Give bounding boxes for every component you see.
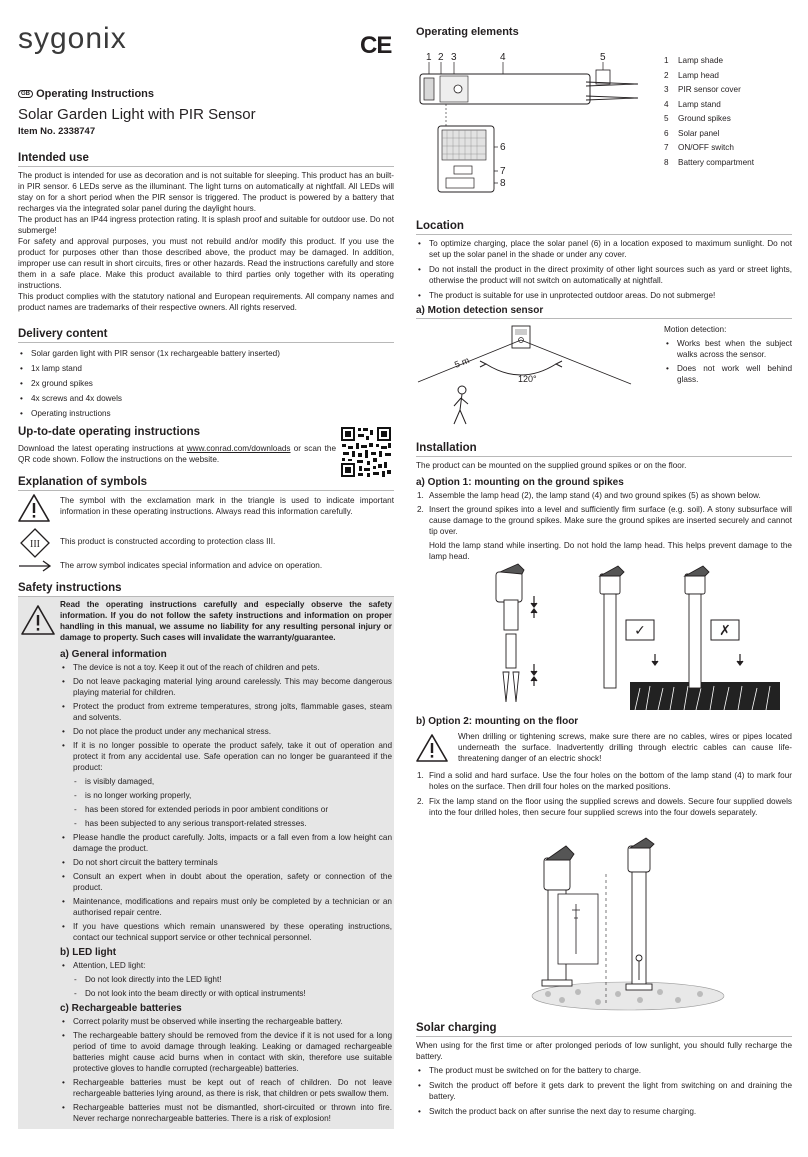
safety-panel xyxy=(18,597,394,1129)
svg-text:7: 7 xyxy=(500,166,506,177)
list-item: • Protect the product from extreme temperatures, strong jolts, flammable gases, steam and solvents. xyxy=(60,701,392,723)
motion-detection-figure xyxy=(416,324,656,434)
operating-elements-figure xyxy=(416,46,646,196)
delivery-heading: Delivery content xyxy=(18,328,394,343)
legend-item: 4 Lamp stand xyxy=(664,99,721,109)
list-item: • Rechargeable batteries must not be dismantled, short-circuited or thrown into fire. Never recharge nonrechargeable batteries. There is a risk of explosion! xyxy=(60,1102,392,1124)
option1-note: Hold the lamp stand while inserting. Do not hold the lamp head. This helps prevent damage to the lamp head. xyxy=(429,541,792,561)
arrow-right-icon xyxy=(18,560,52,572)
list-item: • Maintenance, modifications and repairs must only be completed by a technician or an authorised repair centre. xyxy=(60,896,392,918)
ce-mark: CE xyxy=(360,32,392,59)
intended-use-p3: For safety and approval purposes, you must not rebuild and/or modify this product. If you use the product for purposes other than those described above, the product may be damaged. In addition, improper use can result in short circuits, fires or other hazards. Read the instructions carefully and store them in a safe place. Make this product available to third parties only together with its operating instructions. xyxy=(18,237,394,290)
general-info-heading: a) General information xyxy=(60,649,167,660)
option2-section xyxy=(416,716,792,817)
list-item: • Switch the product back on after sunrise the next day to resume charging. xyxy=(416,1106,792,1117)
intended-use-section xyxy=(18,152,394,313)
delivery-section xyxy=(18,328,394,421)
legend-item: 3 PIR sensor cover xyxy=(664,85,741,94)
qr-code[interactable] xyxy=(340,426,392,478)
motion-title: Motion detection: xyxy=(664,325,727,334)
list-item: • Do not leave packaging material lying around carelessly. This may become dangerous playing material for children. xyxy=(60,676,392,698)
list-item: • Correct polarity must be observed while inserting the rechargeable battery. xyxy=(60,1016,392,1027)
list-item: • Rechargeable batteries must be kept out of reach of children. Do not leave rechargeable batteries lying around, as there is risk, that children or pets swallow them. xyxy=(60,1077,392,1099)
safety-intro: Read the operating instructions carefully and especially observe the safety information. If you do not follow the safety instructions and information on proper handling in this manual, we assume no liability for any resulting personal injury or damage to property. Such cases will invalidate the warranty/guarantee. xyxy=(60,600,392,642)
intended-use-p4: This product complies with the statutory national and European requirements. All company names and product names are trademarks of their respective owners. All rights reserved. xyxy=(18,292,394,312)
legend-item: 8 Battery compartment xyxy=(664,157,754,167)
protection-class-iii-icon xyxy=(20,528,50,558)
svg-text:✓: ✓ xyxy=(634,623,646,639)
intended-use-heading: Intended use xyxy=(18,152,394,167)
list-item: • Do not place the product under any mechanical stress. xyxy=(60,726,392,737)
svg-text:III: III xyxy=(30,539,40,550)
list-item: 1. Assemble the lamp head (2), the lamp stand (4) and two ground spikes (5) as shown below. xyxy=(417,491,761,500)
legend-item: 6 Solar panel xyxy=(664,128,720,138)
svg-text:3: 3 xyxy=(451,52,457,63)
svg-text:8: 8 xyxy=(500,178,506,189)
svg-text:1: 1 xyxy=(426,52,432,63)
list-item: • Solar garden light with PIR sensor (1x rechargeable battery inserted) xyxy=(18,346,394,361)
page-title: Solar Garden Light with PIR Sensor xyxy=(18,106,256,123)
safety-heading-row xyxy=(18,582,394,597)
operating-elements-legend xyxy=(664,54,794,170)
legend-item: 1 Lamp shade xyxy=(664,56,724,65)
solar-heading: Solar charging xyxy=(416,1022,792,1037)
symbol-arrow-text: The arrow symbol indicates special information and advice on operation. xyxy=(60,561,323,570)
list-item: - Do not look into the beam directly or with optical instruments! xyxy=(60,988,392,999)
list-item: • To optimize charging, place the solar panel (6) in a location exposed to maximum sunlight. Do not set up the solar panel in the shade or under any cover. xyxy=(416,238,792,260)
list-item: • Please handle the product carefully. Jolts, impacts or a fall even from a low height can damage the product. xyxy=(60,832,392,854)
legend-item: 2 Lamp head xyxy=(664,70,719,80)
uptodate-heading: Up-to-date operating instructions xyxy=(18,426,201,438)
svg-text:5: 5 xyxy=(600,52,606,63)
list-item: - Do not look directly into the LED light! xyxy=(60,974,392,985)
doc-type-row xyxy=(18,88,154,100)
list-item: • The product must be switched on for the battery to charge. xyxy=(416,1065,792,1076)
floor-mount-figure xyxy=(528,834,728,1014)
motion-heading: a) Motion detection sensor xyxy=(416,305,792,319)
warning-triangle-icon xyxy=(18,494,50,522)
list-item: 2. Insert the ground spikes into a level and sufficiently firm surface (e.g. soil). A stony subsurface will cause damage to the ground spikes. Make sure the ground spikes are inserted securely and cannot tip over. xyxy=(417,505,792,536)
svg-text:5 m: 5 m xyxy=(453,354,471,370)
list-item: 1. Find a solid and hard surface. Use the four holes on the bottom of the lamp stand (4) to mark four holes on the surface. Then drill four holes on the marked positions. xyxy=(417,771,792,791)
list-item: - has been stored for extended periods in poor ambient conditions or xyxy=(60,804,392,815)
item-number: Item No. 2338747 xyxy=(18,126,96,137)
list-item: • Works best when the subject walks across the sensor. xyxy=(664,338,792,360)
svg-text:120°: 120° xyxy=(518,374,537,384)
ground-spike-figure xyxy=(480,562,780,710)
list-item: • Operating instructions xyxy=(18,406,394,421)
option2-warning: When drilling or tightening screws, make sure there are no cables, wires or pipes located underneath the surface. Inadvertently drilling through electric cables can cause life-threatening danger of an electric shock! xyxy=(458,732,792,763)
list-item: • Attention, LED light: xyxy=(60,960,392,971)
svg-text:6: 6 xyxy=(500,142,506,153)
list-item: • 4x screws and 4x dowels xyxy=(18,391,394,406)
doc-type: Operating Instructions xyxy=(36,88,155,100)
list-item: • Do not install the product in the direct proximity of other light sources such as yard or street lights, otherwise the product will not switch on automatically at nightfall. xyxy=(416,264,792,286)
led-heading: b) LED light xyxy=(60,947,117,958)
list-item: • The product is suitable for use in unprotected outdoor areas. Do not submerge! xyxy=(416,290,792,301)
list-item: - is no longer working properly, xyxy=(60,790,392,801)
warning-triangle-icon xyxy=(21,605,55,635)
brand-logo: sygonix xyxy=(18,22,127,55)
symbol-class-text: This product is constructed according to protection class III. xyxy=(60,537,276,546)
list-item: 2. Fix the lamp stand on the floor using the supplied screws and dowels. Secure four supplied dowels into the four drilled holes, then secure four supplied screws into the four dowels separately. xyxy=(417,797,792,817)
safety-heading: Safety instructions xyxy=(18,582,394,597)
batteries-heading: c) Rechargeable batteries xyxy=(60,1003,182,1014)
svg-text:✗: ✗ xyxy=(719,623,731,639)
list-item: • The rechargeable battery should be removed from the device if it is not used for a long period of time to avoid damage through leaking. Leaking or damaged rechargeable batteries might cause acid burns when in contact with skin, therefore use suitable protective gloves to handle corrupted (rechargeable) batteries. xyxy=(60,1030,392,1074)
list-item: • Does not work well behind glass. xyxy=(664,363,792,385)
list-item: • 2x ground spikes xyxy=(18,376,394,391)
installation-section xyxy=(416,442,792,562)
downloads-link[interactable]: www.conrad.com/downloads xyxy=(186,444,291,453)
list-item: - has been subjected to any serious transport-related stresses. xyxy=(60,818,392,829)
safety-content xyxy=(60,649,392,1127)
uptodate-section xyxy=(18,426,394,465)
list-item: - is visibly damaged, xyxy=(60,776,392,787)
installation-intro: The product can be mounted on the supplied ground spikes or on the floor. xyxy=(416,461,687,470)
solar-intro: When using for the first time or after prolonged periods of low sunlight, you should fully recharge the battery. xyxy=(416,1041,792,1061)
location-heading: Location xyxy=(416,220,792,235)
warning-triangle-icon xyxy=(416,734,448,762)
motion-notes xyxy=(664,324,792,385)
symbols-section xyxy=(18,476,394,570)
uptodate-text: Download the latest operating instructions at www.conrad.com/downloads or scan the QR code shown. Follow the instructions on the website. xyxy=(18,444,336,464)
list-item: • 1x lamp stand xyxy=(18,361,394,376)
legend-item: 5 Ground spikes xyxy=(664,114,731,123)
operating-elements-heading: Operating elements xyxy=(416,26,519,38)
language-badge: GB xyxy=(18,90,33,98)
list-item: • If it is no longer possible to operate the product safely, take it out of operation and protect it from any accidental use. Safe operation can no longer be guaranteed if the product: xyxy=(60,740,392,773)
svg-text:2: 2 xyxy=(438,52,444,63)
legend-item: 7 ON/OFF switch xyxy=(664,143,734,152)
symbol-exclamation-text: The symbol with the exclamation mark in the triangle is used to indicate important information in these operating instructions. Always read this information carefully. xyxy=(60,496,394,516)
list-item: • Consult an expert when in doubt about the operation, safety or connection of the product. xyxy=(60,871,392,893)
intended-use-p1: The product is intended for use as decoration and is not suitable for sleeping. This product has an built-in PIR sensor. 6 LEDs serve as the illuminant. The light turns on automatically at nightfall. All LEDs will stay on for a short period when the PIR sensor is triggered. The product is powered by a battery that recharges via the integrated solar panel during the daylight hours. xyxy=(18,171,394,213)
list-item: • The device is not a toy. Keep it out of the reach of children and pets. xyxy=(60,662,392,673)
solar-section xyxy=(416,1022,792,1117)
intended-use-p2: The product has an IP44 ingress protection rating. It is splash proof and suitable for outdoor use. Do not submerge! xyxy=(18,215,394,235)
list-item: • If you have questions which remain unanswered by these operating instructions, contact our technical support service or other technical personnel. xyxy=(60,921,392,943)
location-section xyxy=(416,220,792,319)
symbols-heading: Explanation of symbols xyxy=(18,476,394,491)
list-item: • Switch the product off before it gets dark to prevent the light from switching on and draining the battery. xyxy=(416,1080,792,1102)
list-item: • Do not short circuit the battery terminals xyxy=(60,857,392,868)
option2-heading: b) Option 2: mounting on the floor xyxy=(416,716,579,727)
option1-heading: a) Option 1: mounting on the ground spikes xyxy=(416,477,624,488)
svg-text:4: 4 xyxy=(500,52,506,63)
installation-heading: Installation xyxy=(416,442,792,457)
